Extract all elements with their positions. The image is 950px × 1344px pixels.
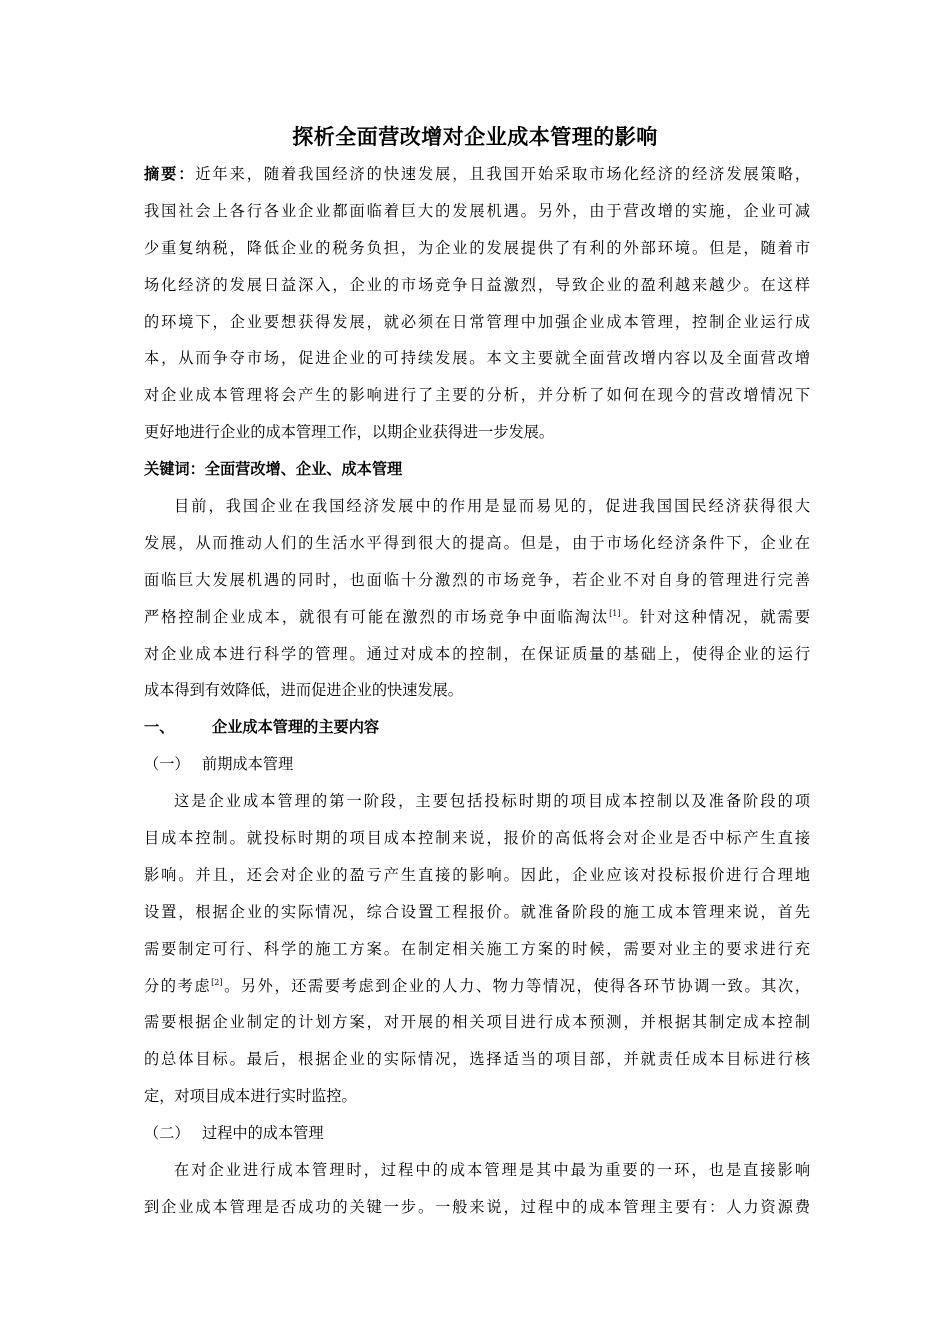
intro-paragraph-line: 面临巨大发展机遇的同时，也面临十分激烈的市场竞争，若企业不对自身的管理进行完善 (144, 570, 810, 589)
abstract-label: 摘要： (144, 165, 196, 183)
citation-ref-1: [1] (609, 608, 621, 618)
subsection-paragraph-line: 在对企业进行成本管理时，过程中的成本管理是其中最为重要的一环，也是直接影响 (174, 1161, 810, 1180)
abstract-paragraph-line: 场化经济的发展日益深入，企业的市场竞争日益激烈，导致企业的盈利越来越少。在这样 (144, 275, 810, 294)
section-number: 一、 (144, 718, 175, 737)
subsection-text: 。另外，还需要考虑到企业的人力、物力等情况，使得各环节协调一致。其次， (222, 976, 810, 995)
subsection-text: 分的考虑 (144, 976, 212, 995)
abstract-paragraph-line: 的环境下，企业要想获得发展，就必须在日常管理中加强企业成本管理，控制企业运行成 (144, 312, 810, 331)
subsection-paragraph-line: 的总体目标。最后，根据企业的实际情况，选择适当的项目部，并就责任成本目标进行核 (144, 1050, 810, 1069)
intro-paragraph-line: 发展，从而推动人们的生活水平得到很大的提高。但是，由于市场化经济条件下，企业在 (144, 533, 810, 552)
intro-paragraph-line: 目前，我国企业在我国经济发展中的作用是显而易见的，促进我国国民经济获得很大 (174, 497, 810, 516)
subsection-number: （二） (144, 1124, 190, 1143)
subsection-number: （一） (144, 755, 190, 774)
abstract-text: 近年来，随着我国经济的快速发展，且我国开始采取市场化经济的经济发展策略， (195, 165, 810, 183)
intro-paragraph-line: 对企业成本进行科学的管理。通过对成本的控制，在保证质量的基础上，使得企业的运行 (144, 644, 810, 663)
abstract-paragraph-line: 少重复纳税，降低企业的税务负担，为企业的发展提供了有利的外部环境。但是，随着市 (144, 238, 810, 257)
subsection-paragraph-line: 需要根据企业制定的计划方案，对开展的相关项目进行成本预测，并根据其制定成本控制 (144, 1013, 810, 1032)
subsection-paragraph-line: 这是企业成本管理的第一阶段，主要包括投标时期的项目成本控制以及准备阶段的项 (174, 792, 810, 811)
abstract-paragraph-line: 我国社会上各行各业企业都面临着巨大的发展机遇。另外，由于营改增的实施，企业可减 (144, 201, 810, 220)
abstract-paragraph-line: 更好地进行企业的成本管理工作，以期企业获得进一步发展。 (144, 423, 555, 442)
abstract-paragraph-line: 本，从而争夺市场，促进企业的可持续发展。本文主要就全面营改增内容以及全面营改增 (144, 349, 810, 368)
subsection-title: 前期成本管理 (202, 755, 294, 774)
subsection-paragraph-line: 设置，根据企业的实际情况，综合设置工程报价。就准备阶段的施工成本管理来说，首先 (144, 902, 810, 921)
subsection-heading (144, 1115, 810, 1152)
intro-text: 严格控制企业成本，就很有可能在激烈的市场竞争中面临淘汰 (144, 607, 610, 626)
intro-paragraph-line: 成本得到有效降低，进而促进企业的快速发展。 (144, 681, 463, 700)
keywords-line: 关键词：全面营改增、企业、成本管理 (144, 460, 403, 479)
subsection-paragraph-line: 影响。并且，还会对企业的盈亏产生直接的影响。因此，企业应该对投标报价进行合理地 (144, 865, 810, 884)
subsection-heading (144, 746, 810, 783)
subsection-paragraph-line: 到企业成本管理是否成功的关键一步。一般来说，过程中的成本管理主要有：人力资源费 (144, 1197, 810, 1216)
subsection-paragraph-line: 定，对项目成本进行实时监控。 (144, 1087, 357, 1106)
subsection-paragraph-line (144, 968, 810, 1005)
subsection-paragraph-line: 需要制定可行、科学的施工方案。在制定相关施工方案的时候，需要对业主的要求进行充 (144, 939, 810, 958)
intro-paragraph-line (144, 599, 810, 636)
intro-text: 。针对这种情况，就需要 (620, 607, 810, 626)
subsection-title: 过程中的成本管理 (202, 1124, 324, 1143)
document-body (144, 156, 810, 1226)
abstract-paragraph-line (144, 156, 810, 193)
section-heading (144, 709, 810, 746)
subsection-paragraph-line: 目成本控制。就投标时期的项目成本控制来说，报价的高低将会对企业是否中标产生直接 (144, 829, 810, 848)
citation-ref-2: [2] (211, 977, 223, 987)
section-title: 企业成本管理的主要内容 (212, 718, 380, 737)
document-title: 探析全面营改增对企业成本管理的影响 (292, 125, 658, 149)
abstract-paragraph-line: 对企业成本管理将会产生的影响进行了主要的分析，并分析了如何在现今的营改增情况下 (144, 386, 810, 405)
